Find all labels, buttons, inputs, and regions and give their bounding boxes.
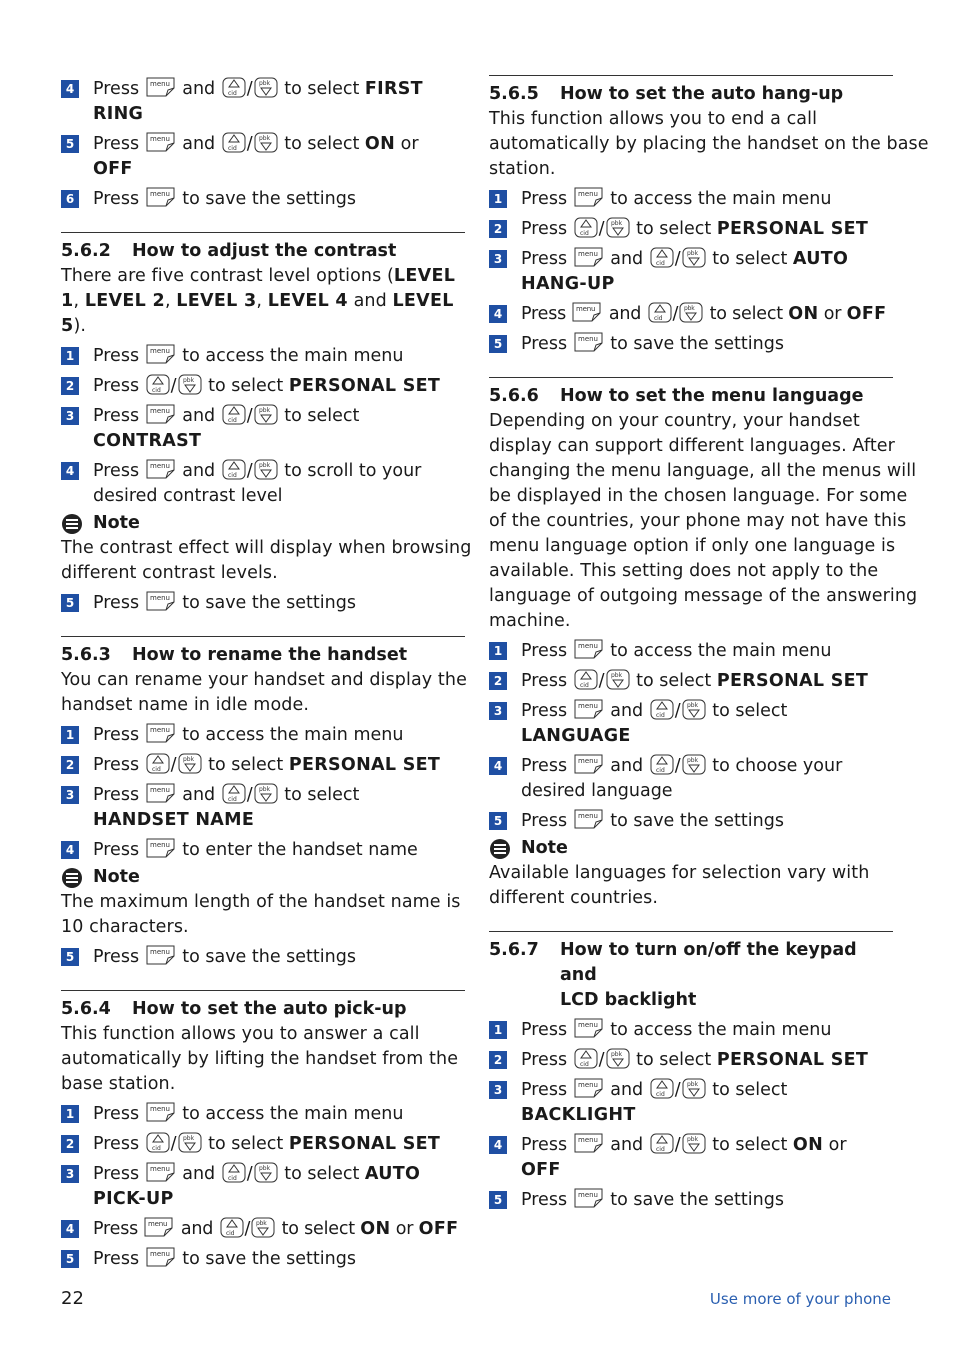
step-1: 1 Press to access the main menu [489, 1017, 893, 1043]
up-cid-key-icon [146, 373, 170, 395]
down-pbk-key-icon [254, 76, 278, 98]
section-intro: This function allows you to end a call [489, 109, 818, 129]
step-3: 3 Press and / to select AUTO PICK-UP [61, 1161, 465, 1212]
step-number: 2 [61, 377, 79, 395]
step-number: 3 [61, 1165, 79, 1183]
menu-key-icon [146, 1101, 176, 1123]
note-icon [61, 513, 83, 535]
page-number: 22 [61, 1288, 84, 1309]
menu-key-icon [574, 698, 604, 720]
step-number: 5 [61, 594, 79, 612]
section-5-6-3 [61, 636, 465, 970]
step-number: 1 [489, 642, 507, 660]
note-text: different contrast levels. [61, 563, 278, 583]
up-cid-key-icon [574, 216, 598, 238]
down-pbk-key-icon [606, 1047, 630, 1069]
menu-key-icon [146, 590, 176, 612]
menu-key-icon [574, 638, 604, 660]
section-intro: This function allows you to answer a call [61, 1024, 420, 1044]
note-text: 10 characters. [61, 917, 189, 937]
step-number: 1 [489, 190, 507, 208]
step-2: 2 Press / to select PERSONAL SET [61, 752, 465, 778]
step-number: 4 [489, 1136, 507, 1154]
step-2: 2 Press / to select PERSONAL SET [489, 668, 893, 694]
step-number: 4 [61, 841, 79, 859]
section-heading: 5.6.5 How to set the auto hang-up [489, 84, 844, 104]
up-cid-key-icon [222, 131, 246, 153]
menu-key-icon [574, 331, 604, 353]
down-pbk-key-icon [682, 1132, 706, 1154]
menu-key-icon [146, 403, 176, 425]
section-intro: There are five contrast level options (LEVEL 1, LEVEL 2, LEVEL 3, LEVEL 4 and LEVEL 5). [61, 266, 456, 336]
step-number: 4 [61, 1220, 79, 1238]
step-1: 1 Press to access the main menu [61, 1101, 465, 1127]
step-5: 5 Press to save the settings [489, 808, 893, 834]
note-text: different countries. [489, 888, 659, 908]
step-3: 3 Press and / to select BACKLIGHT [489, 1077, 893, 1128]
step-4: 4 Press and / to select ON or OFF [61, 1216, 465, 1242]
step-number: 2 [61, 1135, 79, 1153]
step-number: 5 [61, 1250, 79, 1268]
down-pbk-key-icon [606, 216, 630, 238]
menu-key-icon [574, 1077, 604, 1099]
section-heading: 5.6.2 How to adjust the contrast [61, 241, 397, 261]
step-number: 4 [61, 80, 79, 98]
menu-key-icon [146, 458, 176, 480]
step-number: 4 [489, 757, 507, 775]
step-number: 2 [489, 672, 507, 690]
note-heading: Note [61, 511, 465, 536]
menu-key-icon [574, 1132, 604, 1154]
section-intro: handset name in idle mode. [61, 695, 309, 715]
section-intro: available. This setting does not apply to the [489, 561, 879, 581]
step-4: 4 Press and / to select FIRST RING [61, 76, 465, 127]
section-intro: Depending on your country, your handset [489, 411, 860, 431]
section-intro: be displayed in the chosen language. For some [489, 486, 908, 506]
section-intro: automatically by placing the handset on the base [489, 134, 929, 154]
section-intro: automatically by lifting the handset from the [61, 1049, 459, 1069]
step-number: 3 [489, 1081, 507, 1099]
step-number: 5 [489, 335, 507, 353]
down-pbk-key-icon [178, 752, 202, 774]
section-intro: base station. [61, 1074, 176, 1094]
step-4: 4 Press and / to scroll to your desired contrast level [61, 458, 465, 509]
step-number: 3 [61, 407, 79, 425]
menu-key-icon [146, 837, 176, 859]
menu-key-icon [574, 246, 604, 268]
note-text: Available languages for selection vary with [489, 863, 870, 883]
up-cid-key-icon [222, 782, 246, 804]
down-pbk-key-icon [682, 246, 706, 268]
section-intro: of the countries, your phone may not have this [489, 511, 907, 531]
step-number: 1 [61, 1105, 79, 1123]
section-intro: display can support different languages. After [489, 436, 895, 456]
menu-key-icon [146, 131, 176, 153]
step-number: 6 [61, 190, 79, 208]
step-4: 4 Press and / to select ON or OFF [489, 301, 893, 327]
down-pbk-key-icon [254, 458, 278, 480]
up-cid-key-icon [650, 1132, 674, 1154]
step-1: 1 Press to access the main menu [61, 722, 465, 748]
down-pbk-key-icon [254, 782, 278, 804]
step-2: 2 Press / to select PERSONAL SET [489, 216, 893, 242]
down-pbk-key-icon [682, 753, 706, 775]
step-3: 3 Press and / to select AUTO HANG-UP [489, 246, 893, 297]
step-5: 5 Press and / to select ON or OFF [61, 131, 465, 182]
step-number: 3 [489, 250, 507, 268]
up-cid-key-icon [222, 76, 246, 98]
down-pbk-key-icon [682, 698, 706, 720]
step-4: 4 Press and / to choose your desired language [489, 753, 893, 804]
down-pbk-key-icon [251, 1216, 275, 1238]
left-column [61, 72, 472, 1272]
menu-key-icon [146, 186, 176, 208]
right-column [489, 72, 929, 1213]
menu-key-icon [146, 76, 176, 98]
step-5: 5 Press to save the settings [61, 1246, 465, 1272]
menu-key-icon [146, 944, 176, 966]
menu-key-icon [574, 186, 604, 208]
section-intro: machine. [489, 611, 571, 631]
step-number: 5 [489, 1191, 507, 1209]
menu-key-icon [574, 808, 604, 830]
down-pbk-key-icon [178, 373, 202, 395]
up-cid-key-icon [222, 403, 246, 425]
up-cid-key-icon [650, 753, 674, 775]
menu-key-icon [146, 722, 176, 744]
note-text: The contrast effect will display when browsing [61, 538, 472, 558]
section-heading: 5.6.4 How to set the auto pick-up [61, 999, 407, 1019]
up-cid-key-icon [146, 1131, 170, 1153]
note-heading: Note [61, 865, 465, 890]
down-pbk-key-icon [254, 131, 278, 153]
step-5: 5 Press to save the settings [489, 331, 893, 357]
step-number: 4 [489, 305, 507, 323]
step-6: 6 Press to save the settings [61, 186, 465, 212]
step-1: 1 Press to access the main menu [489, 638, 893, 664]
menu-key-icon [572, 301, 602, 323]
up-cid-key-icon [220, 1216, 244, 1238]
step-2: 2 Press / to select PERSONAL SET [61, 1131, 465, 1157]
down-pbk-key-icon [178, 1131, 202, 1153]
down-pbk-key-icon [679, 301, 703, 323]
step-number: 2 [489, 220, 507, 238]
step-3: 3 Press and / to select CONTRAST [61, 403, 465, 454]
down-pbk-key-icon [254, 403, 278, 425]
menu-key-icon [574, 1187, 604, 1209]
step-number: 3 [61, 786, 79, 804]
section-5-6-7 [489, 931, 893, 1213]
up-cid-key-icon [146, 752, 170, 774]
section-intro: menu language option if only one language is [489, 536, 896, 556]
note-icon [61, 867, 83, 889]
menu-key-icon [574, 753, 604, 775]
section-intro: changing the menu language, all the menus will [489, 461, 917, 481]
section-5-6-6 [489, 377, 918, 911]
step-number: 3 [489, 702, 507, 720]
note-icon [489, 838, 511, 860]
up-cid-key-icon [650, 698, 674, 720]
step-5: 5 Press to save the settings [61, 944, 465, 970]
step-number: 1 [61, 347, 79, 365]
step-number: 4 [61, 462, 79, 480]
section-heading: 5.6.3 How to rename the handset [61, 645, 408, 665]
step-3: 3 Press and / to select LANGUAGE [489, 698, 893, 749]
step-5: 5 Press to save the settings [489, 1187, 893, 1213]
up-cid-key-icon [650, 1077, 674, 1099]
step-5: 5 Press to save the settings [61, 590, 465, 616]
step-1: 1 Press to access the main menu [61, 343, 465, 369]
step-number: 1 [489, 1021, 507, 1039]
up-cid-key-icon [574, 668, 598, 690]
up-cid-key-icon [222, 458, 246, 480]
section-5-6-5 [489, 75, 929, 357]
step-number: 2 [489, 1051, 507, 1069]
step-number: 1 [61, 726, 79, 744]
step-2: 2 Press / to select PERSONAL SET [61, 373, 465, 399]
step-number: 5 [61, 948, 79, 966]
step-1: 1 Press to access the main menu [489, 186, 893, 212]
section-heading: 5.6.7 How to turn on/off the keypad and LCD backlight [489, 940, 857, 1010]
note-heading: Note [489, 836, 893, 861]
step-number: 5 [61, 135, 79, 153]
down-pbk-key-icon [682, 1077, 706, 1099]
note-text: The maximum length of the handset name is [61, 892, 461, 912]
menu-key-icon [146, 343, 176, 365]
down-pbk-key-icon [606, 668, 630, 690]
section-intro: station. [489, 159, 556, 179]
up-cid-key-icon [574, 1047, 598, 1069]
menu-key-icon [144, 1216, 174, 1238]
step-number: 5 [489, 812, 507, 830]
menu-key-icon [146, 782, 176, 804]
up-cid-key-icon [222, 1161, 246, 1183]
step-4: 4 Press and / to select ON or OFF [489, 1132, 893, 1183]
section-intro: language of outgoing message of the answering [489, 586, 918, 606]
menu-key-icon [574, 1017, 604, 1039]
section-intro: You can rename your handset and display the [61, 670, 467, 690]
section-5-6-4 [61, 990, 465, 1272]
step-2: 2 Press / to select PERSONAL SET [489, 1047, 893, 1073]
step-3: 3 Press and / to select HANDSET NAME [61, 782, 465, 833]
up-cid-key-icon [650, 246, 674, 268]
up-cid-key-icon [648, 301, 672, 323]
footer-chapter-title: Use more of your phone [709, 1290, 891, 1308]
step-number: 2 [61, 756, 79, 774]
section-5-6-2 [61, 232, 472, 616]
menu-key-icon [146, 1246, 176, 1268]
menu-key-icon [146, 1161, 176, 1183]
section-5-6-1-continued [61, 76, 465, 212]
step-4: 4 Press to enter the handset name [61, 837, 465, 863]
section-heading: 5.6.6 How to set the menu language [489, 386, 864, 406]
down-pbk-key-icon [254, 1161, 278, 1183]
